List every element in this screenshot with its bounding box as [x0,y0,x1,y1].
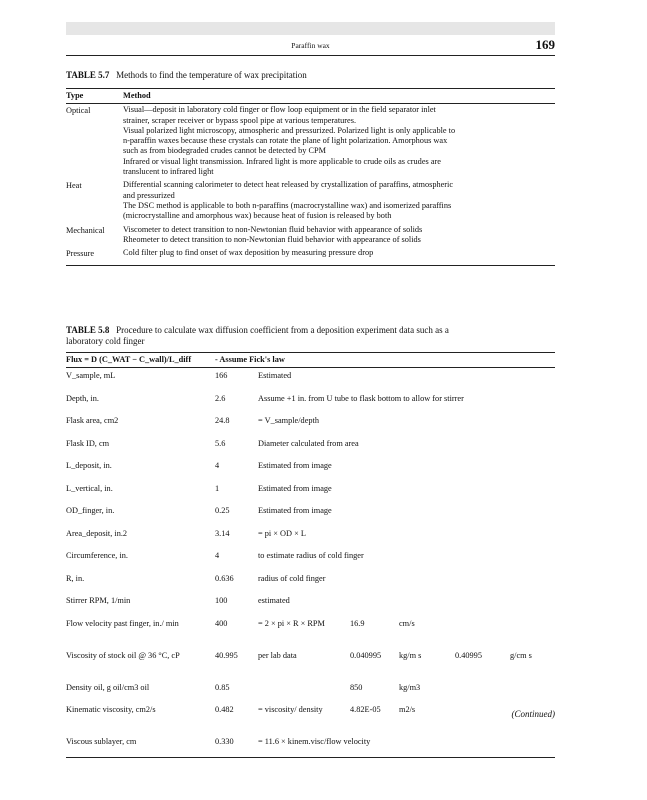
table-row [66,224,555,248]
alt-unit: g/cm s [510,650,532,660]
method-description [123,104,555,180]
converted-value [350,368,399,391]
method-type: Heat [66,181,82,191]
value: 0.25 [215,506,230,516]
converted-value: 0.040995 [350,650,382,660]
value: 0.330 [215,734,258,757]
value: 3.14 [215,528,230,538]
method-line: n-paraffin waxes because these crystals can rotate the plane of light polarization. Amorphous wax [123,136,448,146]
table-row [66,481,555,504]
alt-unit [510,680,555,703]
method-line: Differential scanning calorimeter to detect heat released by crystallization of paraffins, atmospheric [123,180,454,190]
table-row [66,648,555,680]
converted-value: 4.82E-05 [350,705,381,715]
table-5-7-label: TABLE 5.7 [66,70,110,80]
parameter: Flask ID, cm [66,438,110,448]
formula: Estimated from image [258,483,332,493]
method-type: Pressure [66,247,123,266]
alt-unit [510,526,555,549]
column-header-method: Method [123,89,555,104]
formula [258,680,350,703]
parameter: Kinematic viscosity, cm2/s [66,705,156,715]
top-gray-band [66,22,555,35]
table-row [66,593,555,616]
table-row [66,391,555,414]
method-description [123,179,555,223]
table-row [66,616,555,648]
formula: radius of cold finger [258,573,326,583]
formula: Assume +1 in. from U tube to flask bottom to allow for stirrer [258,393,464,403]
converted-value [350,593,399,616]
value: 1 [215,483,220,493]
value: 2.6 [215,393,226,403]
column-header-type: Type [66,89,123,104]
alt-value [455,593,510,616]
unit: kg/m3 [399,682,421,692]
unit: cm/s [399,618,415,628]
method-line: (microcrystalline and amorphous wax) because heat of fusion is released by both [123,211,392,221]
formula: = viscosity/ density [258,705,323,715]
table-5-8-title: Procedure to calculate wax diffusion coefficient from a deposition experiment data such as a [116,325,449,335]
method-line: Rheometer to detect transition to non-Newtonian fluid behavior with appearance of solids [123,234,421,244]
method-line: and pressurized [123,190,175,200]
table-row [66,734,555,757]
table-row [66,702,555,734]
formula: Estimated from image [258,506,332,516]
value: 0.482 [215,705,234,715]
method-line: The DSC method is applicable to both n-paraffins (macrocrystalline wax) and isomerized paraffins [123,200,452,210]
parameter: OD_finger, in. [66,506,115,516]
value: 4 [215,461,220,471]
parameter: V_sample, mL [66,371,116,381]
method-description [123,224,555,248]
method-description [123,247,555,266]
converted-value [350,413,399,436]
formula: Estimated [258,371,292,381]
converted-value: 850 [350,682,363,692]
flux-header: Flux = D (C_WAT − C_wall)/L_diff [66,353,215,368]
value: 166 [215,371,228,381]
parameter: Density oil, g oil/cm3 oil [66,682,150,692]
method-line: strainer, scraper receiver or bypass spool pipe at various temperatures. [123,115,357,125]
method-line: such as from biodegraded crudes cannot be detected by CPM [123,146,326,156]
table-row [66,247,555,266]
parameter: Stirrer RPM, 1/min [66,596,131,606]
parameter: R, in. [66,573,85,583]
alt-unit [510,368,555,391]
converted-value: 16.9 [350,618,365,628]
table-row [66,680,555,703]
alt-value [455,702,510,734]
unit [399,593,455,616]
formula: = 11.6 × kinem.visc/flow velocity [258,734,555,757]
table-row [66,503,555,526]
table-5-7 [66,88,555,266]
page-header [66,37,555,56]
method-type: Optical [66,106,91,116]
value: 5.6 [215,438,226,448]
table-5-8 [66,352,555,758]
formula: per lab data [258,650,297,660]
method-line: Infrared or visual light transmission. Infrared light is more applicable to crude oils as crudes are [123,156,441,166]
method-line: Cold filter plug to find onset of wax deposition by measuring pressure drop [123,248,374,258]
unit: kg/m s [399,650,422,660]
table-5-8-caption [66,325,555,347]
method-line: Visual polarized light microscopy, atmospheric and pressurized. Polarized light is only applicable to [123,125,456,135]
table-row [66,436,555,459]
table-row [66,526,555,549]
unit [399,368,455,391]
parameter: Area_deposit, in.2 [66,528,128,538]
table-row [66,413,555,436]
alt-unit [510,616,555,648]
converted-value [350,526,399,549]
alt-unit [510,593,555,616]
formula: = V_sample/depth [258,416,319,426]
alt-value: 0.40995 [455,650,482,660]
formula: = pi × OD × L [258,528,306,538]
parameter: L_vertical, in. [66,483,113,493]
continued-note: (Continued) [511,709,555,719]
table-row [66,548,555,571]
ficks-law-header: - Assume Fick's law [215,353,555,368]
method-line: Visual—deposit in laboratory cold finger or flow loop equipment or in the field separator inlet [123,105,436,115]
unit [399,526,455,549]
formula: estimated [258,596,290,606]
table-row [66,104,555,180]
parameter: L_deposit, in. [66,461,112,471]
parameter: Flow velocity past finger, in./ min [66,618,179,628]
value: 0.85 [215,682,230,692]
alt-value [455,680,510,703]
table-5-7-caption [66,70,555,81]
running-title: Paraffin wax [291,41,330,50]
method-line: translucent to infrared light [123,167,214,177]
table-5-7-title: Methods to find the temperature of wax precipitation [116,70,307,80]
value: 24.8 [215,416,230,426]
table-5-8-title-line2: laboratory cold finger [66,336,145,346]
alt-value [455,526,510,549]
formula: Diameter calculated from area [258,438,359,448]
unit [399,413,455,436]
formula: to estimate radius of cold finger [258,551,364,561]
parameter: Circumference, in. [66,551,128,561]
formula: Estimated from image [258,461,332,471]
page-number: 169 [535,37,555,52]
alt-value [455,616,510,648]
value: 40.995 [215,650,238,660]
parameter: Viscosity of stock oil @ 36 °C, cP [66,650,180,660]
table-row [66,179,555,223]
unit: m2/s [399,705,416,715]
alt-value [455,368,510,391]
value: 0.636 [215,573,234,583]
parameter: Flask area, cm2 [66,416,119,426]
table-row [66,458,555,481]
parameter: Depth, in. [66,393,99,403]
method-type: Mechanical [66,225,105,235]
table-row [66,368,555,391]
value: 100 [215,596,228,606]
table-5-8-label: TABLE 5.8 [66,325,110,335]
method-line: Viscometer to detect transition to non-Newtonian fluid behavior with appearance of solids [123,224,423,234]
alt-unit [510,413,555,436]
table-row [66,571,555,594]
value: 4 [215,551,220,561]
value: 400 [215,618,228,628]
formula: = 2 × pi × R × RPM [258,618,325,628]
alt-value [455,413,510,436]
parameter: Viscous sublayer, cm [66,734,215,757]
